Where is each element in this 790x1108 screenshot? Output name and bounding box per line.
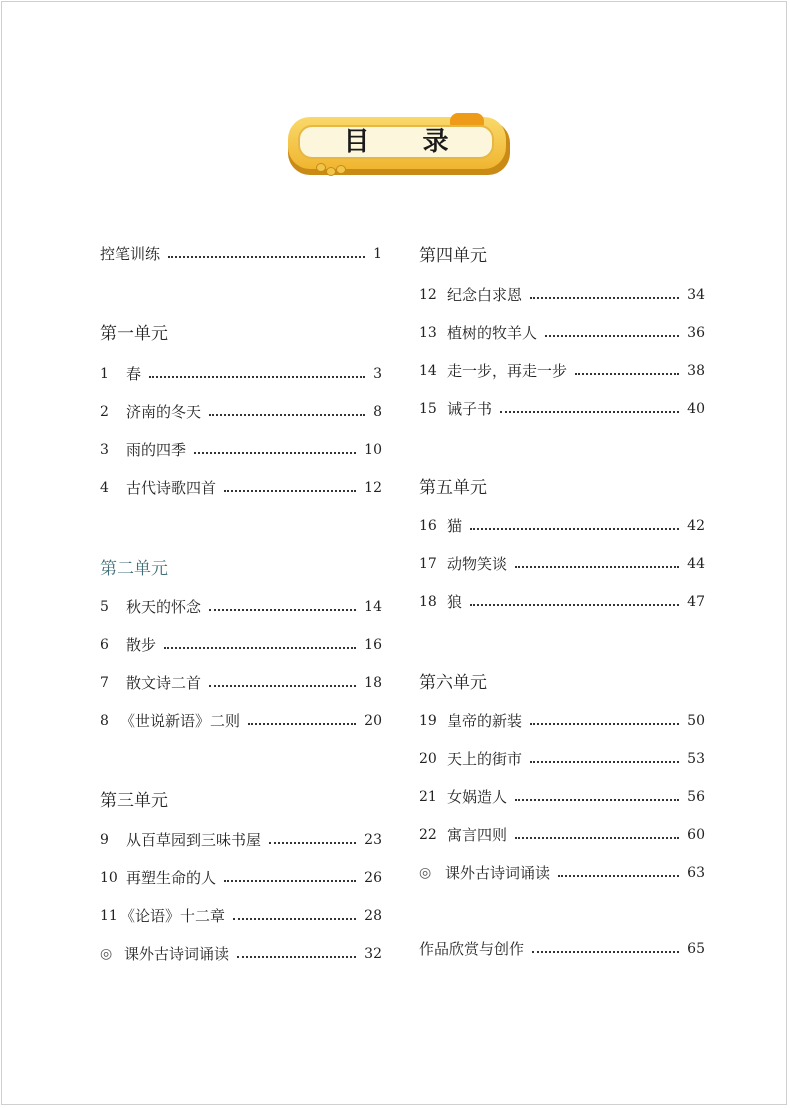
toc-entry-number: 22	[419, 827, 437, 843]
leader-dots	[532, 949, 679, 953]
toc-entry-page: 28	[364, 908, 382, 924]
toc-entry[interactable]	[419, 360, 705, 382]
toc-entry-page: 60	[687, 827, 705, 843]
toc-entry-number: 16	[419, 518, 437, 534]
toc-entry-page: 26	[364, 870, 382, 886]
toc-entry-title: 古代诗歌四首	[126, 479, 217, 497]
toc-entry-title: 《世说新语》二则	[120, 712, 241, 730]
toc-entry-number: 8	[100, 713, 109, 729]
toc-entry-page: 18	[364, 675, 382, 691]
leader-dots	[470, 526, 679, 530]
toc-entry-title: 诫子书	[447, 400, 493, 418]
toc-entry-title: 纪念白求恩	[447, 286, 523, 304]
toc-entry-number: 20	[419, 751, 437, 767]
leader-dots	[194, 450, 356, 454]
toc-entry-title: 植树的牧羊人	[447, 324, 538, 342]
leader-dots	[545, 333, 679, 337]
toc-entry-page: 42	[687, 518, 705, 534]
toc-entry-title: 作品欣赏与创作	[419, 940, 525, 958]
toc-entry-title: 《论语》十二章	[120, 907, 226, 925]
toc-entry[interactable]	[419, 748, 705, 770]
leader-dots	[515, 797, 679, 801]
toc-entry[interactable]	[419, 515, 705, 537]
circle-bullet-icon: ◎	[100, 946, 113, 962]
page-title: 目 录	[343, 127, 471, 157]
toc-entry-title: 再塑生命的人	[126, 869, 217, 887]
toc-entry[interactable]	[419, 710, 705, 732]
toc-entry[interactable]	[100, 867, 382, 889]
leader-dots	[530, 721, 679, 725]
toc-entry[interactable]	[419, 862, 705, 884]
decor-dot-icon	[316, 163, 326, 172]
toc-entry-number: 15	[419, 401, 437, 417]
leader-dots	[209, 683, 356, 687]
toc-entry-number: 1	[100, 366, 109, 382]
toc-entry-number: 21	[419, 789, 437, 805]
toc-entry[interactable]	[100, 672, 382, 694]
toc-entry-page: 10	[364, 442, 382, 458]
leader-dots	[224, 488, 356, 492]
toc-entry-title: 皇帝的新装	[447, 712, 523, 730]
toc-entry-title: 天上的街市	[447, 750, 523, 768]
leader-dots	[530, 759, 679, 763]
leader-dots	[500, 409, 679, 413]
toc-entry-title: 猫	[447, 517, 463, 535]
toc-entry-page: 63	[687, 865, 705, 881]
unit-heading: 第五单元	[419, 478, 487, 498]
toc-entry-page: 8	[373, 404, 382, 420]
toc-entry[interactable]	[100, 477, 382, 499]
toc-entry-number: 6	[100, 637, 109, 653]
unit-heading: 第六单元	[419, 673, 487, 693]
toc-entry-page: 14	[364, 599, 382, 615]
unit-heading: 第三单元	[100, 791, 168, 811]
toc-entry-title: 走一步，再走一步	[447, 362, 568, 380]
toc-entry-page: 20	[364, 713, 382, 729]
toc-entry-title: 济南的冬天	[126, 403, 202, 421]
leader-dots	[237, 954, 356, 958]
toc-entry-title: 女娲造人	[447, 788, 508, 806]
toc-entry[interactable]	[100, 905, 382, 927]
leader-dots	[515, 564, 679, 568]
toc-entry-number: 7	[100, 675, 109, 691]
toc-entry-number: 12	[419, 287, 437, 303]
leader-dots	[515, 835, 679, 839]
toc-entry-number: 9	[100, 832, 109, 848]
toc-entry-number: 14	[419, 363, 437, 379]
toc-entry-page: 50	[687, 713, 705, 729]
toc-entry[interactable]	[100, 439, 382, 461]
decor-dot-icon	[326, 167, 336, 176]
unit-heading: 第一单元	[100, 324, 168, 344]
leader-dots	[233, 916, 356, 920]
toc-entry-title: 秋天的怀念	[126, 598, 202, 616]
toc-entry-page: 40	[687, 401, 705, 417]
decor-dot-icon	[336, 165, 346, 174]
toc-entry-title: 寓言四则	[447, 826, 508, 844]
toc-entry-number: 19	[419, 713, 437, 729]
toc-entry[interactable]	[419, 786, 705, 808]
leader-dots	[149, 374, 365, 378]
toc-entry[interactable]	[419, 322, 705, 344]
toc-entry-title: 从百草园到三味书屋	[126, 831, 262, 849]
toc-entry-title: 课外古诗词诵读	[124, 945, 230, 963]
unit-heading: 第二单元	[100, 559, 168, 579]
toc-entry[interactable]	[100, 943, 382, 965]
toc-entry-number: 18	[419, 594, 437, 610]
leader-dots	[209, 607, 356, 611]
toc-entry-title: 散步	[126, 636, 157, 654]
toc-entry[interactable]	[100, 634, 382, 656]
toc-entry-number: 10	[100, 870, 118, 886]
toc-entry-page: 53	[687, 751, 705, 767]
leader-dots	[224, 878, 356, 882]
toc-entry-page: 65	[687, 941, 705, 957]
toc-entry-title: 春	[126, 365, 142, 383]
toc-entry-page: 12	[364, 480, 382, 496]
toc-entry-number: 11	[100, 908, 118, 924]
toc-entry[interactable]	[419, 284, 705, 306]
toc-entry-page: 34	[687, 287, 705, 303]
toc-entry-page: 38	[687, 363, 705, 379]
leader-dots	[209, 412, 365, 416]
circle-bullet-icon: ◎	[419, 865, 432, 881]
toc-entry[interactable]	[100, 829, 382, 851]
unit-heading: 第四单元	[419, 246, 487, 266]
toc-entry-page: 44	[687, 556, 705, 572]
toc-entry[interactable]	[100, 363, 382, 385]
toc-entry-title: 散文诗二首	[126, 674, 202, 692]
leader-dots	[530, 295, 679, 299]
toc-entry-title: 雨的四季	[126, 441, 187, 459]
leader-dots	[164, 645, 356, 649]
leader-dots	[558, 873, 679, 877]
toc-entry[interactable]	[419, 824, 705, 846]
toc-entry-title: 课外古诗词诵读	[445, 864, 551, 882]
toc-entry[interactable]	[419, 591, 705, 613]
toc-entry-number: 3	[100, 442, 109, 458]
toc-entry-title: 狼	[447, 593, 463, 611]
toc-entry-number: 4	[100, 480, 109, 496]
toc-entry-appendix[interactable]	[419, 938, 705, 960]
toc-entry-page: 16	[364, 637, 382, 653]
toc-entry-page: 3	[373, 366, 382, 382]
toc-entry[interactable]	[100, 401, 382, 423]
toc-entry[interactable]	[100, 710, 382, 732]
toc-entry-number: 5	[100, 599, 109, 615]
toc-entry-preface[interactable]	[100, 243, 382, 265]
toc-entry-page: 36	[687, 325, 705, 341]
toc-entry-page: 32	[364, 946, 382, 962]
toc-entry[interactable]	[419, 553, 705, 575]
toc-entry-page: 23	[364, 832, 382, 848]
toc-entry-number: 2	[100, 404, 109, 420]
toc-entry-page: 56	[687, 789, 705, 805]
toc-entry-title: 控笔训练	[100, 245, 161, 263]
toc-entry-page: 47	[687, 594, 705, 610]
toc-entry[interactable]	[419, 398, 705, 420]
leader-dots	[248, 721, 356, 725]
toc-entry-number: 17	[419, 556, 437, 572]
title-badge	[288, 117, 510, 175]
leader-dots	[470, 602, 679, 606]
toc-entry-page: 1	[373, 246, 382, 262]
toc-entry-title: 动物笑谈	[447, 555, 508, 573]
leader-dots	[269, 840, 356, 844]
leader-dots	[168, 254, 365, 258]
leader-dots	[575, 371, 679, 375]
toc-entry-number: 13	[419, 325, 437, 341]
toc-entry[interactable]	[100, 596, 382, 618]
